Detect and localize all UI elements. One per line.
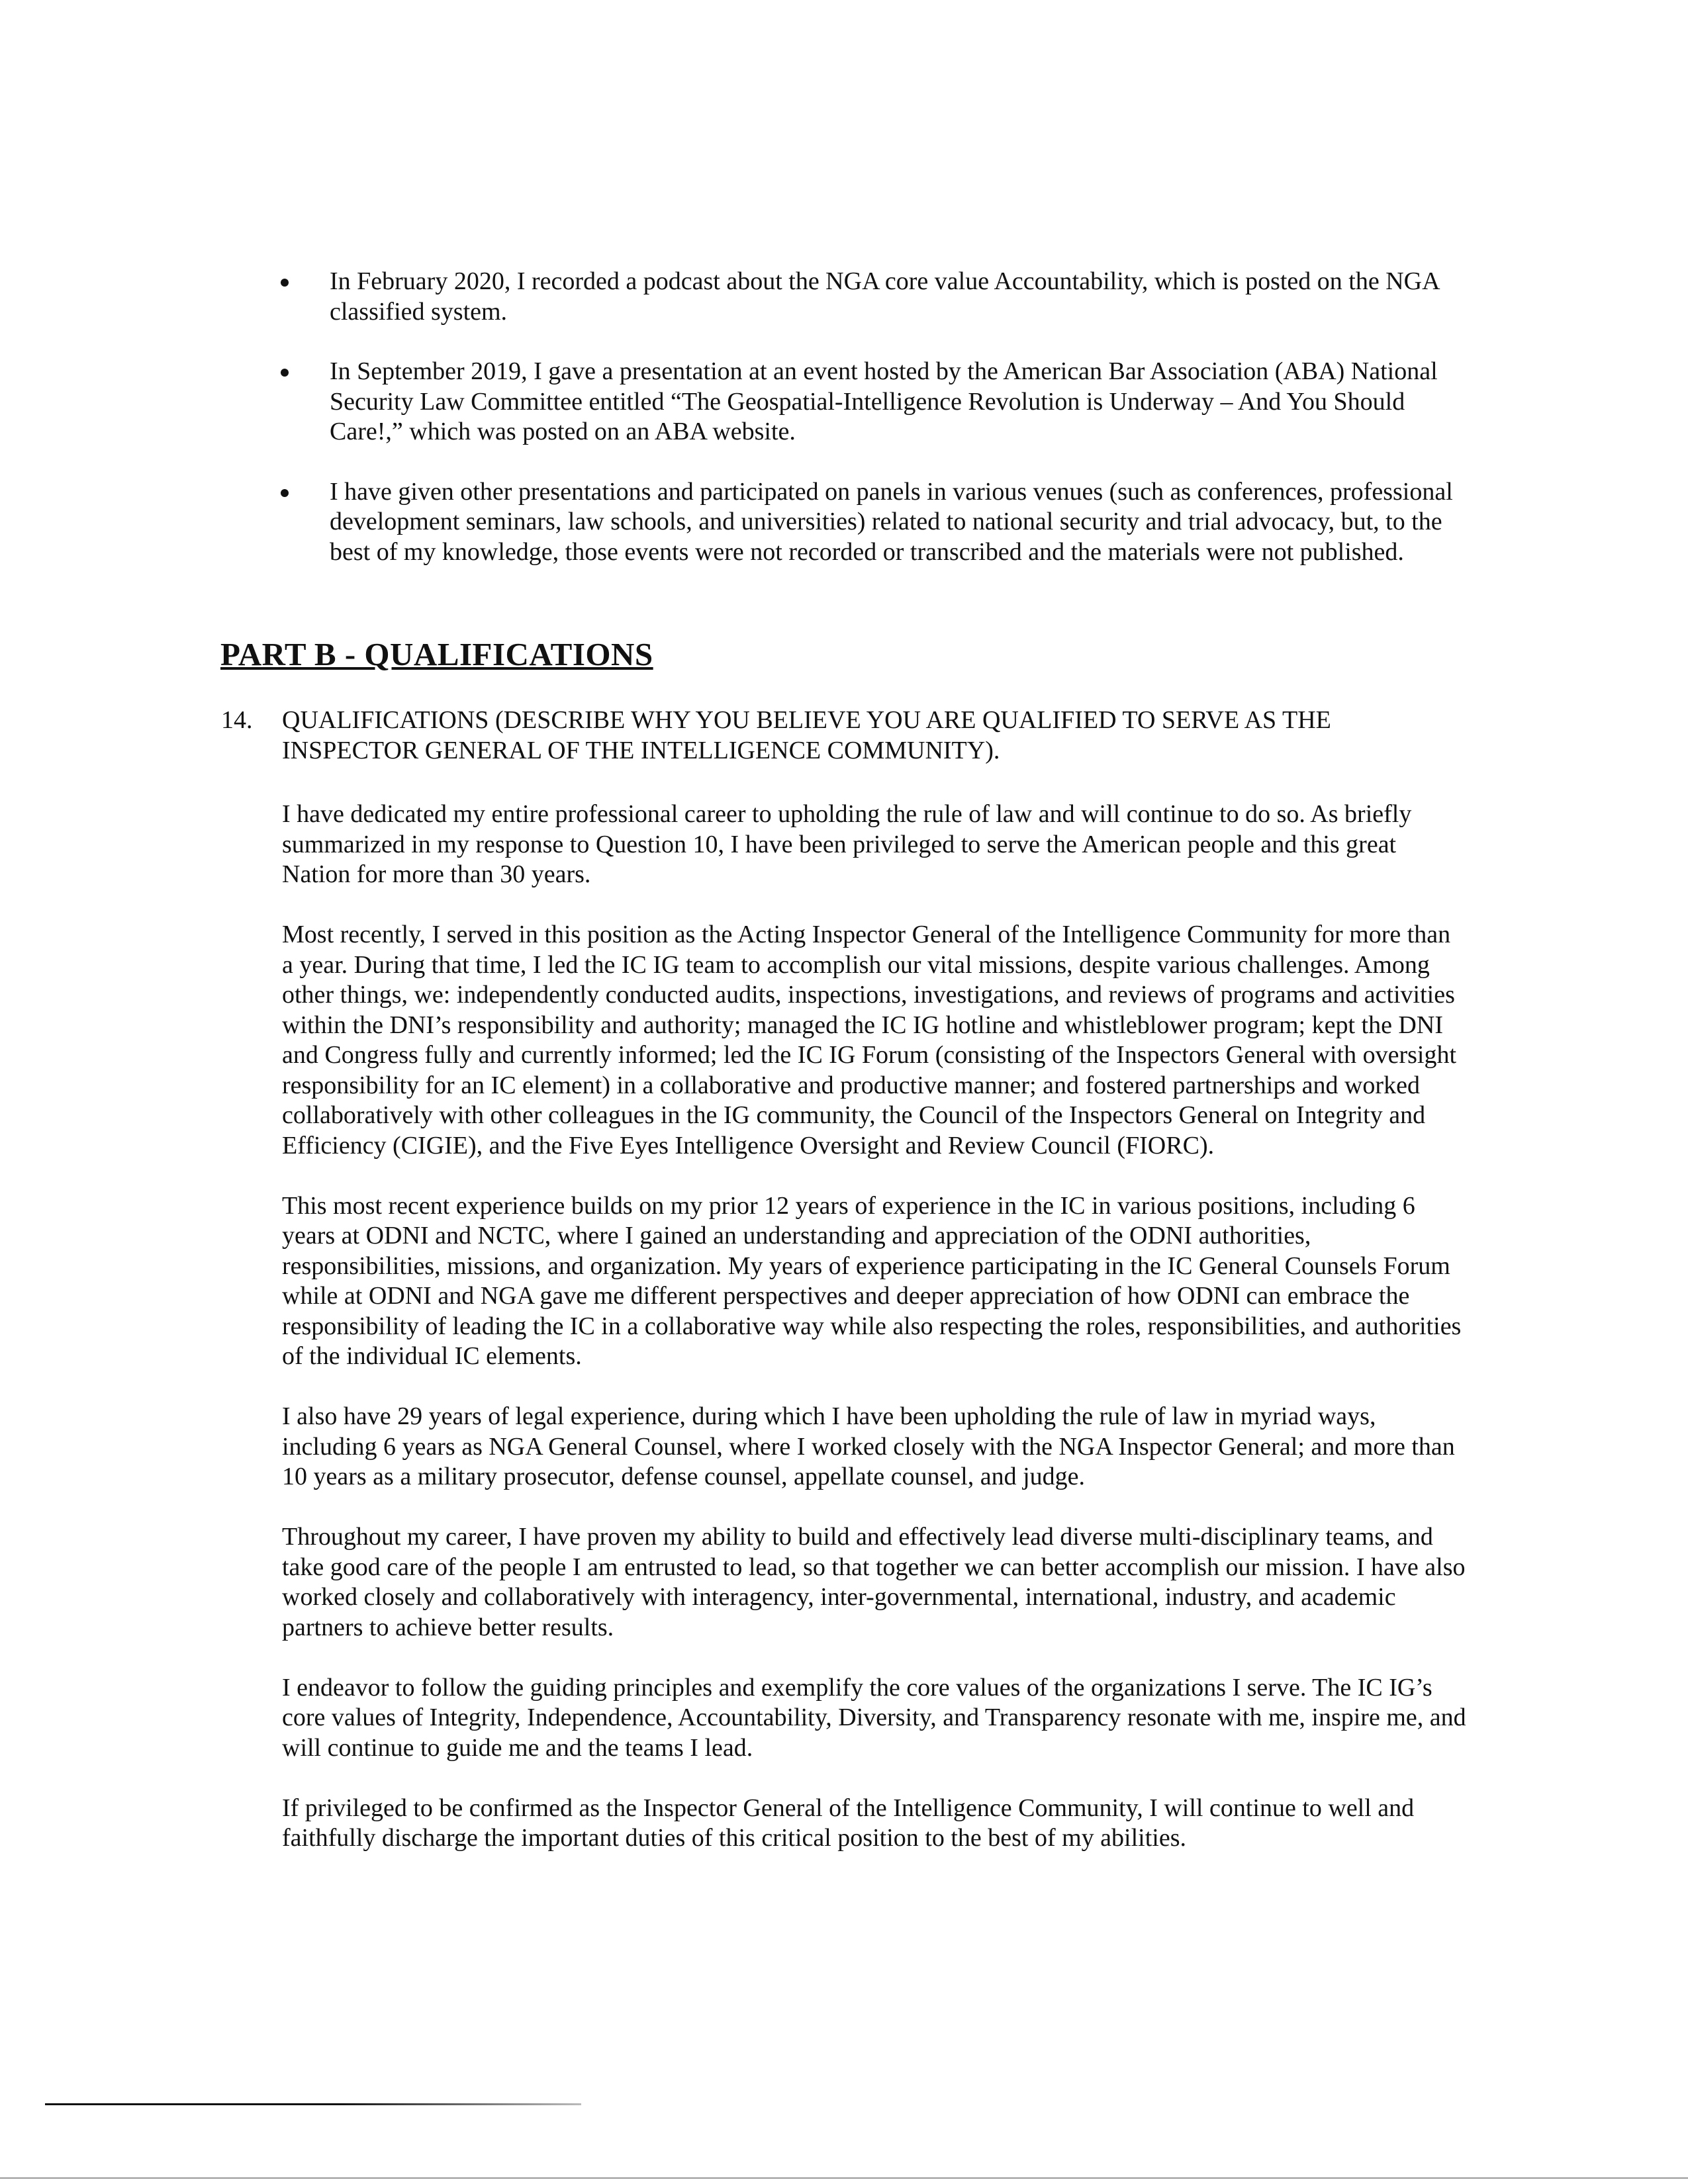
bullet-item (278, 477, 1463, 568)
bullet-text: In September 2019, I gave a presentation at an event hosted by the American Bar Association (ABA) National Security Law Committee entitled “The Geospatial-Intelligence Revolution is Underway – And You Should Care!,” which was posted on an ABA website. (330, 357, 1438, 445)
answer-paragraph: Most recently, I served in this position as the Acting Inspector General of the Intelligence Community for more than a year. During that time, I led the IC IG team to accomplish our vital missions, despite various challenges. Among other things, we: independently conducted audits, inspections, investigations, and reviews of programs and activities within the DNI’s responsibility and authority; managed the IC IG hotline and whistleblower program; kept the DNI and Congress fully and currently informed; led the IC IG Forum (consisting of the Inspectors General with oversight responsibility for an IC element) in a collaborative and productive manner; and fostered partnerships and worked collaboratively with other colleagues in the IG community, the Council of the Inspectors General on Integrity and Efficiency (CIGIE), and the Five Eyes Intelligence Oversight and Review Council (FIORC). (282, 921, 1456, 1160)
answer-paragraph: This most recent experience builds on my prior 12 years of experience in the IC in various positions, including 6 years at ODNI and NCTC, where I gained an understanding and appreciation of the ODNI authorities, responsibilities, missions, and organization. My years of experience participating in the IC General Counsels Forum while at ODNI and NGA gave me different perspectives and deeper appreciation of how ODNI can embrace the responsibility of leading the IC in a collaborative way while also respecting the roles, responsibilities, and authorities of the individual IC elements. (282, 1191, 1462, 1370)
bullet-icon (281, 369, 289, 377)
bullet-text: I have given other presentations and participated on panels in various venues (such as conferences, professional development seminars, law schools, and universities) related to national security and trial advocacy, but, to the best of my knowledge, those events were not recorded or transcribed and the materials were not published. (330, 477, 1453, 566)
answer-body (282, 799, 1467, 1884)
bullet-text: In February 2020, I recorded a podcast about the NGA core value Accountability, which is posted on the NGA classified system. (330, 267, 1439, 326)
bullet-item (278, 357, 1463, 447)
publications-bullet-list (278, 267, 1463, 597)
answer-paragraph: I also have 29 years of legal experience, during which I have been upholding the rule of law in myriad ways, including 6 years as NGA General Counsel, where I worked closely with the NGA Inspector General; and more than 10 years as a military prosecutor, defense counsel, appellate counsel, and judge. (282, 1402, 1455, 1490)
bullet-item (278, 267, 1463, 327)
page-bottom-edge (0, 2177, 1688, 2179)
question-text: QUALIFICATIONS (DESCRIBE WHY YOU BELIEVE YOU ARE QUALIFIED TO SERVE AS THE INSPECTOR GENERAL OF THE INTELLIGENCE COMMUNITY). (282, 706, 1331, 764)
answer-paragraph: Throughout my career, I have proven my ability to build and effectively lead diverse multi-disciplinary teams, and take good care of the people I am entrusted to lead, so that together we can better accomplish our mission. I have also worked closely and collaboratively with interagency, inter-governmental, international, industry, and academic partners to achieve better results. (282, 1523, 1466, 1641)
bullet-icon (281, 279, 289, 287)
answer-paragraph: If privileged to be confirmed as the Inspector General of the Intelligence Community, I will continue to well and faithfully discharge the important duties of this critical position to the best of my abilities. (282, 1794, 1415, 1852)
answer-paragraph: I endeavor to follow the guiding principles and exemplify the core values of the organizations I serve. The IC IG’s core values of Integrity, Independence, Accountability, Diversity, and Transparency resonate with me, inspire me, and will continue to guide me and the teams I lead. (282, 1673, 1466, 1762)
question-number: 14. (221, 706, 253, 734)
bullet-icon (281, 489, 289, 497)
footnote-divider (45, 2103, 581, 2105)
answer-paragraph: I have dedicated my entire professional career to upholding the rule of law and will continue to do so. As briefly summarized in my response to Question 10, I have been privileged to serve the American people and this great Nation for more than 30 years. (282, 800, 1412, 888)
part-b-heading: PART B - QUALIFICATIONS (220, 636, 653, 672)
